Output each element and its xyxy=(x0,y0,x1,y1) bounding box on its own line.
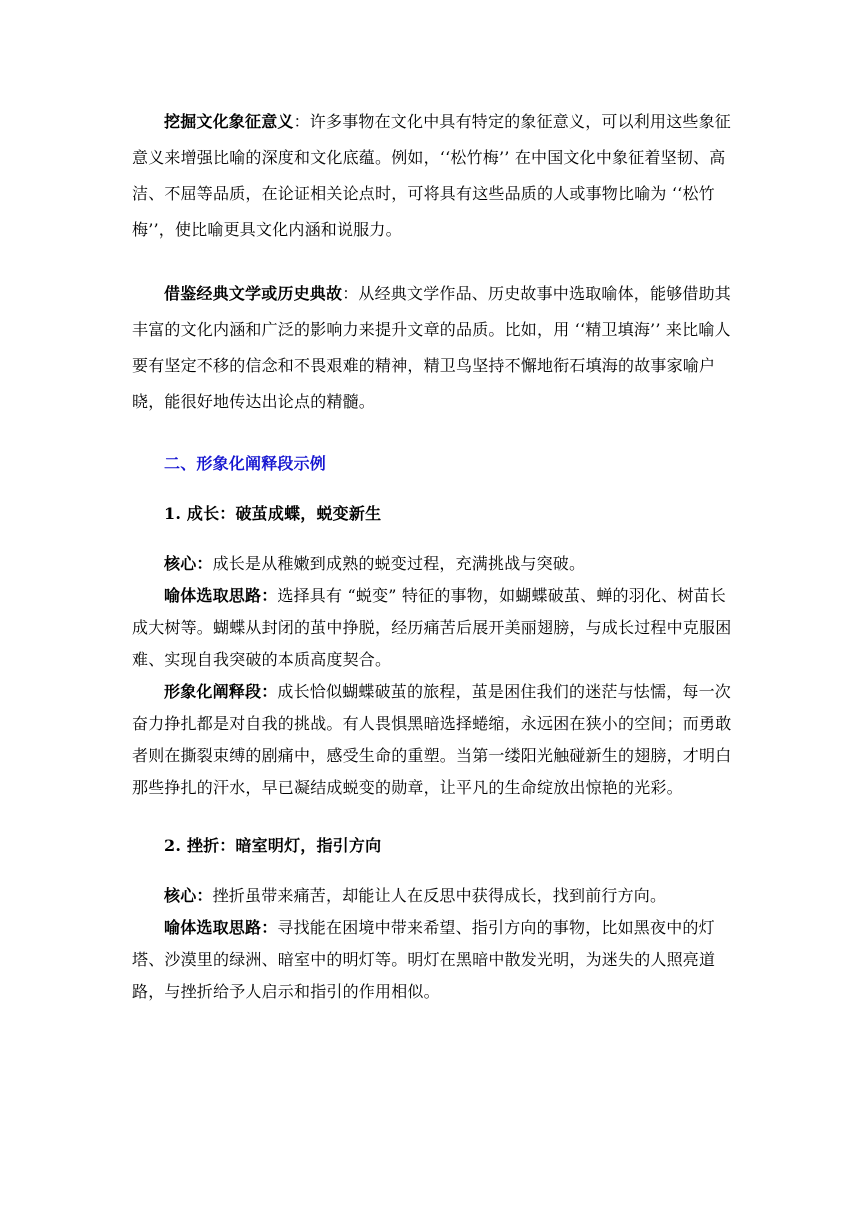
imagery-text: 成长恰似蝴蝶破茧的旅程，茧是困住我们的迷茫与怯懦，每一次奋力挣扎都是对自我的挑战。有人畏惧黑暗选择蜷缩，永远困在狭小的空间；而勇敢者则在撕裂束缚的剧痛中，感受生命的重塑。当第一缕阳光触碰新生的翅膀，才明白那些挣扎的汗水，早已凝结成蜕变的勋章，让平凡的生命绽放出惊艳的光彩。 xyxy=(132,682,732,797)
paragraph-text: ：许多事物在文化中具有特定的象征意义，可以利用这些象征意义来增强比喻的深度和文化底蕴。例如，‘‘松竹梅’’ 在中国文化中象征着坚韧、高洁、不屈等品质，在论证相关论点时，可将具有这些品质的人或事物比喻为 ‘‘松竹梅’’，使比喻更具文化内涵和说服力。 xyxy=(132,112,732,239)
item-core xyxy=(132,880,732,912)
selection-text: 寻找能在困境中带来希望、指引方向的事物，比如黑夜中的灯塔、沙漠里的绿洲、暗室中的明灯等。明灯在黑暗中散发光明，为迷失的人照亮道路，与挫折给予人启示和指引的作用相似。 xyxy=(132,918,716,1001)
core-text: 成长是从稚嫩到成熟的蜕变过程，充满挑战与突破。 xyxy=(212,554,586,573)
paragraph-classic-allusion xyxy=(132,276,732,420)
selection-label: 喻体选取思路： xyxy=(164,918,278,937)
item-selection xyxy=(132,580,732,676)
imagery-label: 形象化阐释段： xyxy=(164,682,278,701)
paragraph-cultural-symbolism xyxy=(132,104,732,248)
document-content xyxy=(132,104,732,1008)
paragraph-text: ：从经典文学作品、历史故事中选取喻体，能够借助其丰富的文化内涵和广泛的影响力来提升文章的品质。比如，用 ‘‘精卫填海’’ 来比喻人要有坚定不移的信念和不畏艰难的精神，精卫鸟坚持不懈地衔石填海的故事家喻户晓，能很好地传达出论点的精髓。 xyxy=(132,284,732,411)
selection-label: 喻体选取思路： xyxy=(164,586,278,605)
item-title: 1. 成长：破茧成蝶，蜕变新生 xyxy=(164,504,382,523)
item-imagery xyxy=(132,676,732,804)
item-selection xyxy=(132,912,732,1008)
item-title: 2. 挫折：暗室明灯，指引方向 xyxy=(164,836,382,855)
section-heading: 二、形象化阐释段示例 xyxy=(164,454,327,473)
selection-text: 选择具有 “蜕变” 特征的事物，如蝴蝶破茧、蝉的羽化、树苗长成大树等。蝴蝶从封闭的茧中挣脱，经历痛苦后展开美丽翅膀，与成长过程中克服困难、实现自我突破的本质高度契合。 xyxy=(132,586,732,669)
core-label: 核心： xyxy=(164,554,213,573)
paragraph-label: 挖掘文化象征意义 xyxy=(164,112,294,131)
core-label: 核心： xyxy=(164,886,213,905)
item-core xyxy=(132,548,732,580)
paragraph-label: 借鉴经典文学或历史典故 xyxy=(164,284,343,303)
core-text: 挫折虽带来痛苦，却能让人在反思中获得成长，找到前行方向。 xyxy=(212,886,667,905)
